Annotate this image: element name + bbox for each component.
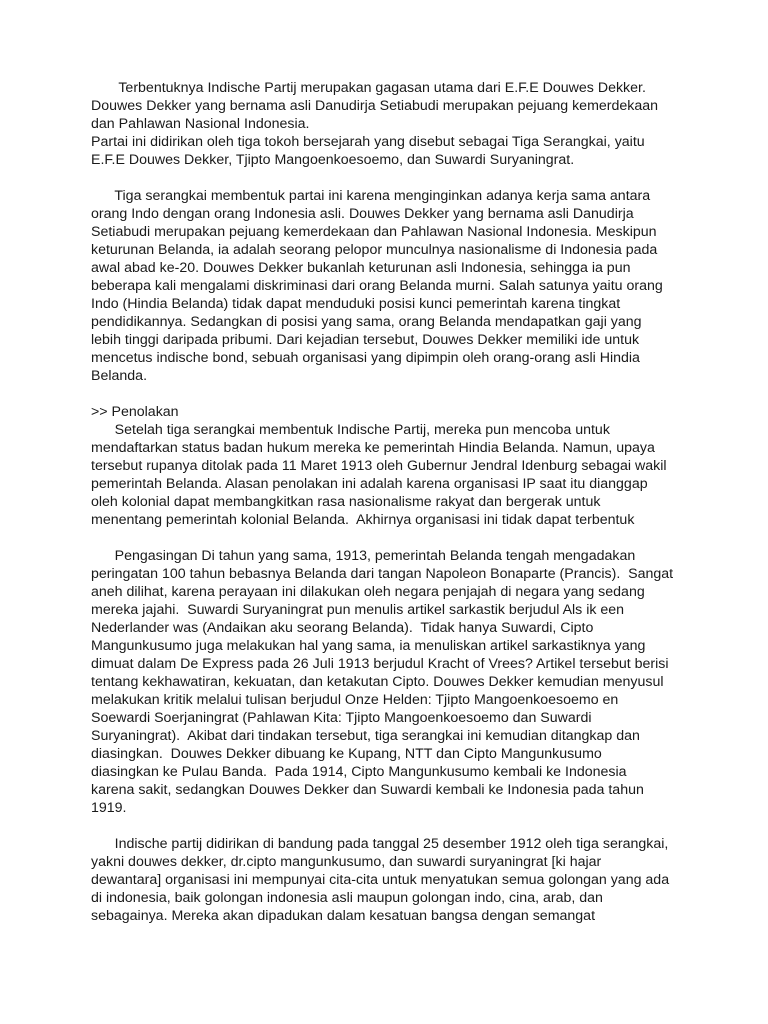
paragraph-gap bbox=[91, 169, 691, 187]
text-line: diasingkan ke Pulau Banda. Pada 1914, Cipto Mangunkusumo kembali ke Indonesia bbox=[91, 764, 627, 780]
text-line: Indo (Hindia Belanda) tidak dapat menduduki posisi kunci pemerintah karena tingkat bbox=[91, 296, 621, 312]
section-heading: >> Penolakan bbox=[91, 404, 179, 420]
text-line: Partai ini didirikan oleh tiga tokoh bersejarah yang disebut sebagai Tiga Serangkai, yaitu bbox=[91, 134, 645, 150]
text-line: Mangunkusumo juga melakukan hal yang sama, ia menuliskan artikel sarkastiknya yang bbox=[91, 638, 646, 654]
text-line: beberapa kali mengalami diskriminasi dari orang Belanda murni. Salah satunya yaitu orang bbox=[91, 278, 663, 294]
text-line: mencetus indische bond, sebuah organisasi yang dipimpin oleh orang-orang asli Hindia bbox=[91, 350, 640, 366]
document-body bbox=[91, 79, 691, 925]
text-line: lebih tinggi daripada pribumi. Dari kejadian tersebut, Douwes Dekker memiliki ide untuk bbox=[91, 332, 640, 348]
text-line: tentang kekhawatiran, kekuatan, dan ketakutan Cipto. Douwes Dekker kemudian menyusul bbox=[91, 674, 664, 690]
text-line: melakukan kritik melalui tulisan berjudul Onze Helden: Tjipto Mangoenkoesoemo en bbox=[91, 692, 619, 708]
text-line: Douwes Dekker yang bernama asli Danudirja Setiabudi merupakan pejuang kemerdekaan bbox=[91, 98, 659, 114]
text-line: mereka jajahi. Suwardi Suryaningrat pun menulis artikel sarkastik berjudul Als ik een bbox=[91, 602, 625, 618]
text-line: Suryaningrat). Akibat dari tindakan tersebut, tiga serangkai ini kemudian ditangkap dan bbox=[91, 728, 640, 744]
paragraph-penolakan bbox=[91, 403, 691, 529]
text-line: yakni douwes dekker, dr.cipto mangunkusumo, dan suwardi suryaningrat [ki hajar bbox=[91, 854, 602, 870]
paragraph-gap bbox=[91, 385, 691, 403]
text-line: peringatan 100 tahun bebasnya Belanda dari tangan Napoleon Bonaparte (Prancis). Sangat bbox=[91, 566, 674, 582]
text-line: keturunan Belanda, ia adalah seorang pelopor munculnya nasionalisme di Indonesia pada bbox=[91, 242, 658, 258]
text-line: oleh kolonial dapat membangkitkan rasa nasionalisme rakyat dan bergerak untuk bbox=[91, 494, 601, 510]
text-line: E.F.E Douwes Dekker, Tjipto Mangoenkoesoemo, dan Suwardi Suryaningrat. bbox=[91, 152, 575, 168]
paragraph-gap bbox=[91, 529, 691, 547]
text-line: di indonesia, baik golongan indonesia asli maupun golongan indo, cina, arab, dan bbox=[91, 890, 603, 906]
text-line: orang Indo dengan orang Indonesia asli. Douwes Dekker yang bernama asli Danudirja bbox=[91, 206, 634, 222]
text-line: menentang pemerintah kolonial Belanda. Akhirnya organisasi ini tidak dapat terbentuk bbox=[91, 512, 635, 528]
text-line: mendaftarkan status badan hukum mereka ke pemerintah Hindia Belanda. Namun, upaya bbox=[91, 440, 655, 456]
paragraph-intro bbox=[91, 79, 691, 169]
text-line: awal abad ke-20. Douwes Dekker bukanlah keturunan asli Indonesia, sehingga ia pun bbox=[91, 260, 631, 276]
paragraph-gap bbox=[91, 817, 691, 835]
paragraph-didirikan bbox=[91, 835, 691, 925]
text-line: Nederlander was (Andaikan aku seorang Belanda). Tidak hanya Suwardi, Cipto bbox=[91, 620, 594, 636]
paragraph-tiga-serangkai bbox=[91, 187, 691, 385]
text-line: diasingkan. Douwes Dekker dibuang ke Kupang, NTT dan Cipto Mangunkusumo bbox=[91, 746, 602, 762]
text-line: karena sakit, sedangkan Douwes Dekker dan Suwardi kembali ke Indonesia pada tahun bbox=[91, 782, 644, 798]
text-line: Indische partij didirikan di bandung pada tanggal 25 desember 1912 oleh tiga serangkai, bbox=[91, 836, 669, 852]
text-line: Tiga serangkai membentuk partai ini karena menginginkan adanya kerja sama antara bbox=[91, 188, 651, 204]
text-line: Terbentuknya Indische Partij merupakan gagasan utama dari E.F.E Douwes Dekker. bbox=[91, 80, 646, 96]
text-line: Belanda. bbox=[91, 368, 148, 384]
text-line: aneh dilihat, karena perayaan ini dilakukan oleh negara penjajah di negara yang sedang bbox=[91, 584, 645, 600]
text-line: pemerintah Belanda. Alasan penolakan ini adalah karena organisasi IP saat itu dianggap bbox=[91, 476, 648, 492]
text-line: Pengasingan Di tahun yang sama, 1913, pemerintah Belanda tengah mengadakan bbox=[91, 548, 636, 564]
text-line: 1919. bbox=[91, 800, 127, 816]
text-line: dan Pahlawan Nasional Indonesia. bbox=[91, 116, 310, 132]
text-line: Setiabudi merupakan pejuang kemerdekaan dan Pahlawan Nasional Indonesia. Meskipun bbox=[91, 224, 657, 240]
text-line: pendidikannya. Sedangkan di posisi yang sama, orang Belanda mendapatkan gaji yang bbox=[91, 314, 642, 330]
text-line: dimuat dalam De Express pada 26 Juli 1913 berjudul Kracht of Vrees? Artikel tersebut berisi bbox=[91, 656, 669, 672]
text-line: sebagainya. Mereka akan dipadukan dalam kesatuan bangsa dengan semangat bbox=[91, 908, 596, 924]
text-line: Setelah tiga serangkai membentuk Indische Partij, mereka pun mencoba untuk bbox=[91, 422, 610, 438]
text-line: dewantara] organisasi ini mempunyai cita-cita untuk menyatukan semua golongan yang ada bbox=[91, 872, 670, 888]
text-line: tersebut rupanya ditolak pada 11 Maret 1913 oleh Gubernur Jendral Idenburg sebagai wakil bbox=[91, 458, 667, 474]
paragraph-pengasingan bbox=[91, 547, 691, 817]
text-line: Soewardi Soerjaningrat (Pahlawan Kita: Tjipto Mangoenkoesoemo dan Suwardi bbox=[91, 710, 592, 726]
